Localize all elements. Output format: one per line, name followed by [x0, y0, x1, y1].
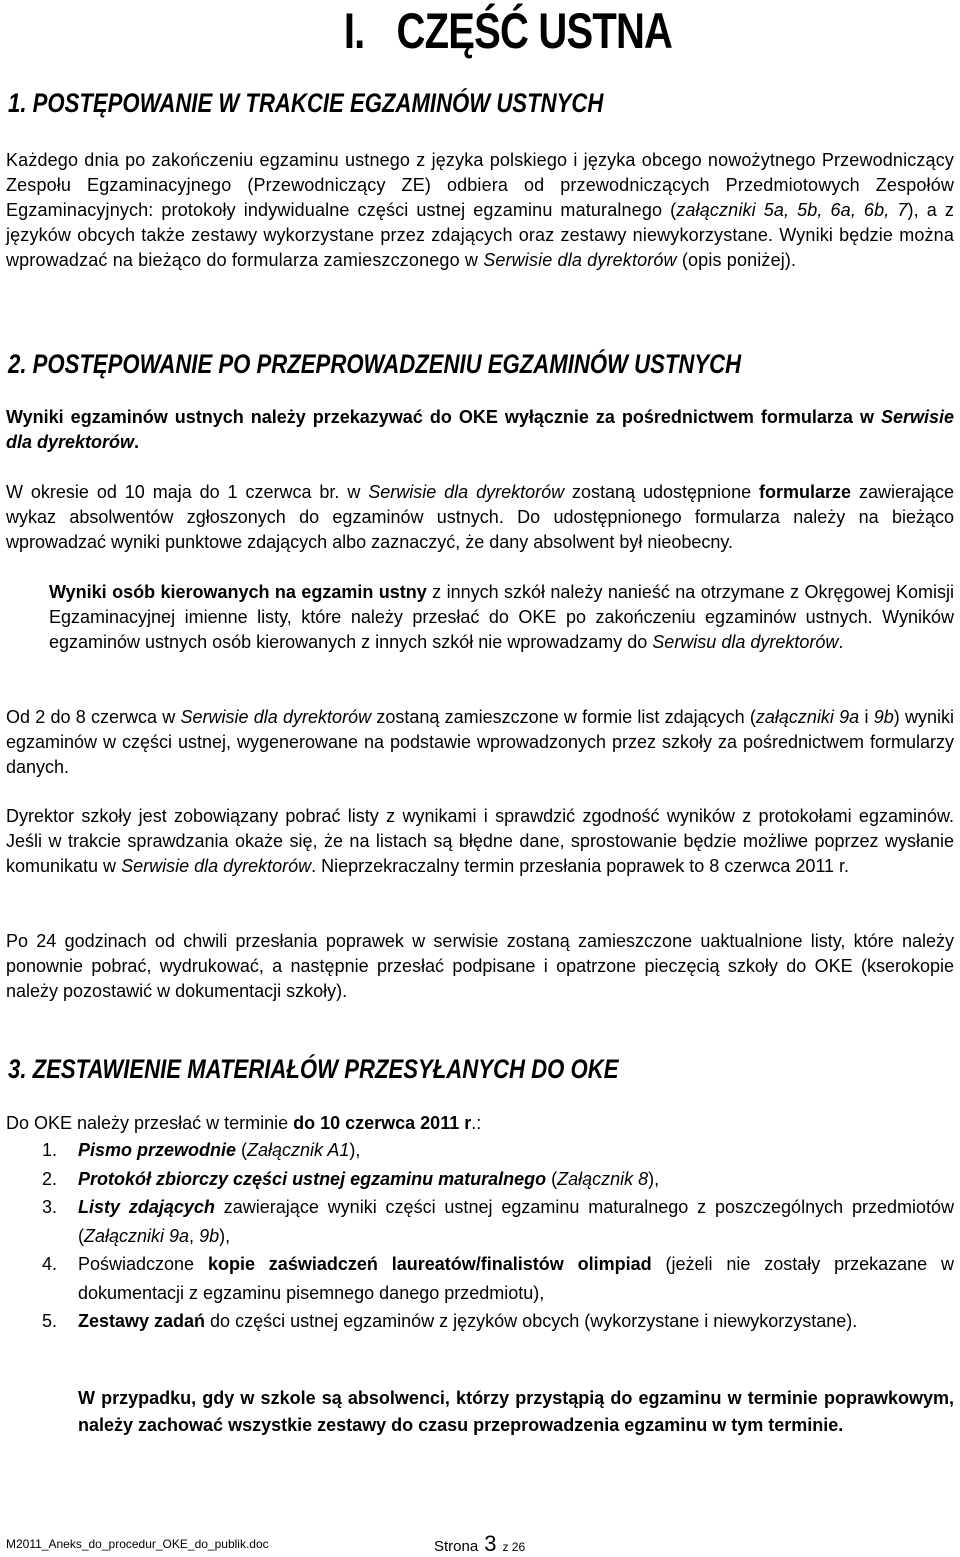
text-run: Do OKE należy przesłać w terminie — [6, 1113, 294, 1133]
list-item — [6, 1307, 954, 1336]
list-number: 1. — [42, 1140, 58, 1160]
text-run: z innych szkół należy nanieść na otrzymane z Okręgowej Komisji Egzaminacyjnej imienne listy, które należy przesłać do OKE po zakończeniu egzaminów ustnych. Wyników egzaminów ustnych osób kierowanych z innych szkół nie wprowadzamy do — [49, 582, 954, 652]
list-item — [6, 1193, 954, 1250]
text-run: ), — [648, 1168, 660, 1189]
text-run: Dyrektor szkoły jest zobowiązany pobrać listy z wynikami i sprawdzić zgodność wyników z protokołami egzaminów. Jeśli w trakcie sprawdzania okaże się, że na listach są błędne dane, sprostowanie będzie możliwe poprzez wysłanie komunikatu w — [6, 806, 954, 876]
section1-heading: 1. POSTĘPOWANIE W TRAKCIE EGZAMINÓW USTNYCH — [8, 88, 604, 118]
text-run: i — [859, 707, 874, 727]
list-item — [6, 1136, 954, 1165]
section2-heading: 2. POSTĘPOWANIE PO PRZEPROWADZENIU EGZAMINÓW USTNYCH — [8, 349, 742, 379]
text-run-bold: kopie zaświadczeń laureatów/finalistów olimpiad — [207, 1254, 652, 1274]
footer-strona-label: Strona — [434, 1538, 479, 1555]
text-run-italic: załączniki 9a — [755, 707, 860, 727]
text-run: , — [189, 1225, 200, 1246]
text-run-bold: do 10 czerwca 2011 r — [293, 1113, 472, 1133]
materials-list — [6, 1136, 954, 1336]
text-run-bold: Zestawy zadań — [78, 1311, 206, 1331]
text-run: ) wyniki egzaminów w części ustnej, wygenerowane na podstawie wprowadzonych przez szkoły za pośrednictwem formularzy danych. — [6, 707, 954, 777]
list-item — [6, 1165, 954, 1194]
text-run: .: — [471, 1113, 482, 1133]
footer-page-total: z 26 — [502, 1540, 526, 1554]
footer-page-number: 3 — [484, 1531, 497, 1556]
text-run: ), — [349, 1140, 361, 1160]
section1-paragraph — [6, 148, 954, 273]
text-run-italic: Serwisie dla dyrektorów — [483, 250, 677, 270]
section2-paragraph-director — [6, 804, 954, 879]
section2-paragraph-forms — [6, 480, 954, 555]
title-text: CZĘŚĆ USTNA — [396, 3, 673, 59]
text-run: W okresie od 10 maja do 1 czerwca br. w — [6, 482, 369, 502]
text-run: zostaną udostępnione — [564, 482, 759, 502]
text-run-bold: Wyniki osób kierowanych na egzamin ustny — [49, 582, 427, 602]
list-number: 5. — [42, 1311, 58, 1331]
text-run-italic: Serwisie dla dyrektorów — [180, 707, 372, 727]
section2-paragraph-lists — [6, 705, 954, 780]
text-run: ( — [236, 1140, 248, 1160]
text-run-italic: Serwisie dla dyrektorów — [121, 856, 312, 876]
list-number: 4. — [42, 1254, 58, 1274]
text-run: ( — [546, 1168, 558, 1189]
text-run-bold-italic: Pismo przewodnie — [78, 1140, 237, 1160]
text-run: zawierające wykaz absolwentów zgłoszonych do egzaminów ustnych. Do udostępnionego formularza należy na bieżąco wprowadzać wyniki punktowe zdających albo zaznaczyć, że dany absolwent był nieobecny. — [6, 482, 954, 552]
text-run: ), — [219, 1225, 231, 1246]
page-title — [124, 2, 892, 60]
list-number: 3. — [42, 1197, 58, 1217]
text-run: (jeżeli nie zostały przekazane w dokumentacji z egzaminu pisemnego danego przedmiotu), — [78, 1254, 955, 1303]
text-run-italic: Załączniki 9a — [84, 1225, 190, 1246]
text-run-italic: Serwisu dla dyrektorów — [652, 632, 839, 652]
title-roman-numeral: I. — [343, 3, 365, 59]
text-run: . — [134, 432, 140, 452]
text-run: Każdego dnia po zakończeniu egzaminu ustnego z języka polskiego i języka obcego nowożytnego Przewodniczący Zespołu Egzaminacyjnego (Przewodniczący ZE) odbiera od przewodniczących Przedmiotowych Zespołów Egzaminacyjnych: protokoły indywidualne części ustnej egzaminu maturalnego ( — [6, 150, 954, 220]
text-run: (opis poniżej). — [676, 250, 797, 270]
text-run: zawierające wyniki części ustnej egzaminu maturalnego z poszczególnych przedmiotów ( — [78, 1197, 954, 1246]
text-run: . — [838, 632, 844, 652]
text-run-italic: Załącznik 8 — [557, 1168, 649, 1189]
text-run-italic: Serwisie dla dyrektorów — [368, 482, 565, 502]
text-run-italic: 9b — [873, 707, 894, 727]
footer-filename: M2011_Aneks_do_procedur_OKE_do_publik.doc — [6, 1537, 269, 1551]
text-run-bold-italic: Listy zdających — [78, 1197, 215, 1217]
section2-paragraph-other-schools — [49, 580, 954, 655]
text-run-italic: Serwisie dla dyrektorów — [6, 407, 954, 452]
text-run: zostaną zamieszczone w formie list zdających ( — [371, 707, 756, 727]
text-run: . Nieprzekraczalny termin przesłania poprawek to 8 czerwca 2011 r. — [311, 856, 850, 876]
list-item — [6, 1250, 954, 1307]
text-run: do części ustnej egzaminów z języków obcych (wykorzystane i niewykorzystane). — [205, 1311, 858, 1331]
section3-note: W przypadku, gdy w szkole są absolwenci, którzy przystąpią do egzaminu w terminie poprawkowym, należy zachować wszystkie zestawy do czasu przeprowadzenia egzaminu w tym terminie. — [78, 1388, 954, 1435]
text-run: ), a z języków obcych także zestawy wykorzystane przez zdających oraz zestawy niewykorzystane. Wyniki będzie można wprowadzać na bieżąco do formularza zamieszczonego w — [6, 200, 954, 270]
text-run-bold: formularze — [759, 482, 852, 502]
footer-page-indicator — [434, 1531, 525, 1557]
text-run: Od 2 do 8 czerwca w — [6, 707, 181, 727]
section2-paragraph-corrections: Po 24 godzinach od chwili przesłania poprawek w serwisie zostaną zamieszczone uaktualnione listy, które należy ponownie pobrać, wydrukować, a następnie przesłać podpisane i opatrzone pieczęcią szkoły do OKE (kserokopie należy pozostawić w dokumentacji szkoły). — [6, 931, 954, 1001]
section3-heading: 3. ZESTAWIENIE MATERIAŁÓW PRZESYŁANYCH DO OKE — [8, 1054, 619, 1084]
section3-intro — [6, 1111, 954, 1136]
text-run-italic: Załącznik A1 — [247, 1140, 350, 1160]
list-number: 2. — [42, 1168, 58, 1189]
text-run-italic: 9b — [199, 1225, 220, 1246]
section2-bold-paragraph — [6, 405, 954, 455]
text-run: Wyniki egzaminów ustnych należy przekazywać do OKE wyłącznie za pośrednictwem formularza w — [6, 407, 881, 427]
text-run-italic: załączniki 5a, 5b, 6a, 6b, 7 — [676, 200, 908, 220]
text-run: Poświadczone — [78, 1254, 208, 1274]
text-run-bold-italic: Protokół zbiorczy części ustnej egzaminu maturalnego — [78, 1168, 547, 1189]
